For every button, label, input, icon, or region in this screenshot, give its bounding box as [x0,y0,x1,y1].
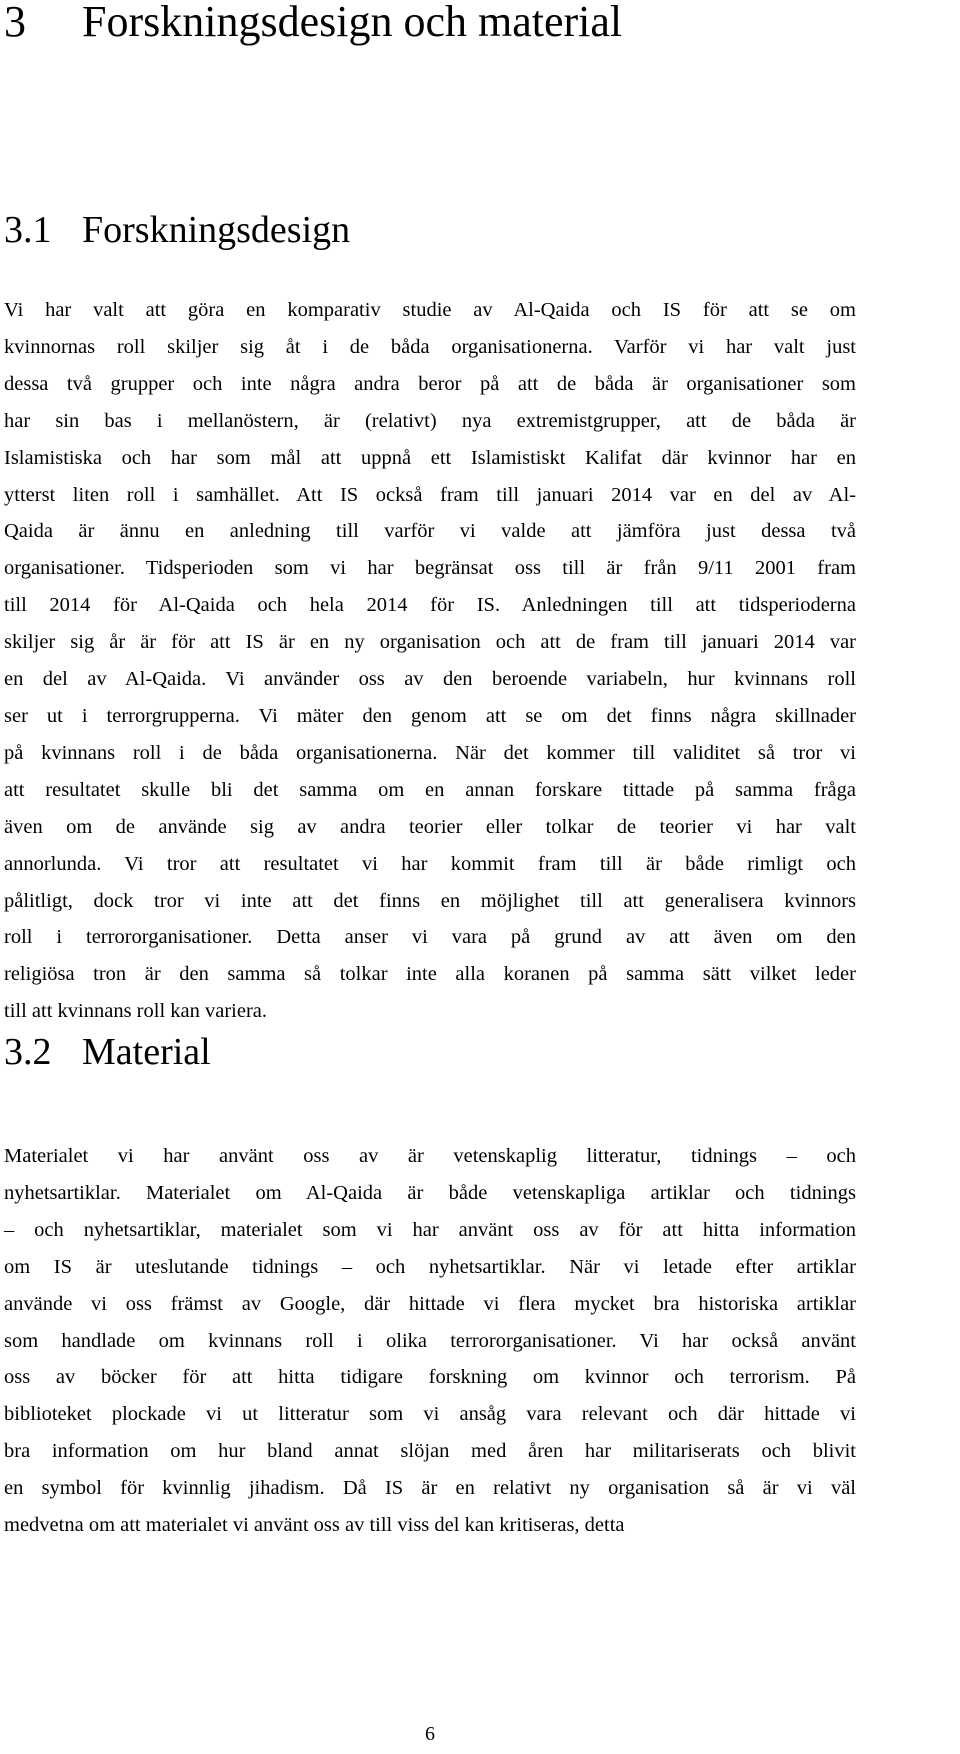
chapter-title: Forskningsdesign och material [82,0,623,46]
text-line: till 2014 för Al-Qaida och hela 2014 för IS. Anledningen till att tidsperioderna [4,594,856,617]
section-title: Material [82,1031,211,1073]
text-line: som handlade om kvinnans roll i olika terrororganisationer. Vi har också använt [4,1329,856,1352]
chapter-number: 3 [4,0,26,46]
paragraph-forskningsdesign [4,292,856,1030]
text-line: en symbol för kvinnlig jihadism. Då IS är en relativt ny organisation så är vi väl [4,1477,856,1500]
text-line: bra information om hur bland annat slöjan med åren har militariserats och blivit [4,1440,856,1463]
text-line: även om de använde sig av andra teorier eller tolkar de teorier vi har valt [4,815,856,838]
text-line: Islamistiska och har som mål att uppnå ett Islamistiskt Kalifat där kvinnor har en [4,446,856,469]
text-line: till att kvinnans roll kan variera. [4,1000,268,1023]
text-line: kvinnornas roll skiljer sig åt i de båda organisationerna. Varför vi har valt just [4,335,856,358]
text-line: ytterst liten roll i samhället. Att IS också fram till januari 2014 var en del av Al- [4,483,856,506]
text-line: Vi har valt att göra en komparativ studie av Al-Qaida och IS för att se om [4,299,856,321]
text-line: att resultatet skulle bli det samma om en annan forskare tittade på samma fråga [4,778,856,801]
text-line: roll i terrororganisationer. Detta anser vi vara på grund av att även om den [4,926,856,949]
section-heading-material [4,1026,211,1078]
text-line: nyhetsartiklar. Materialet om Al-Qaida är både vetenskapliga artiklar och tidnings [4,1181,856,1204]
paragraph-material [4,1138,856,1544]
text-line: ser ut i terrorgrupperna. Vi mäter den genom att se om det finns några skillnader [4,704,856,727]
text-line: biblioteket plockade vi ut litteratur som vi ansåg vara relevant och där hittade vi [4,1403,856,1426]
text-line: pålitligt, dock tror vi inte att det finns en möjlighet till att generalisera kvinnors [4,889,856,912]
page-number: 6 [425,1723,435,1745]
text-line: Qaida är ännu en anledning till varför vi valde att jämföra just dessa två [4,520,856,543]
section-title: Forskningsdesign [82,209,351,251]
text-line: Materialet vi har använt oss av är vetenskaplig litteratur, tidnings – och [4,1145,856,1167]
text-line: annorlunda. Vi tror att resultatet vi har kommit fram till är både rimligt och [4,852,856,875]
text-line: – och nyhetsartiklar, materialet som vi har använt oss av för att hitta information [4,1218,856,1241]
section-number: 3.2 [4,1031,52,1073]
section-heading-forskningsdesign [4,204,350,256]
text-line: en del av Al-Qaida. Vi använder oss av den beroende variabeln, hur kvinnans roll [4,668,856,691]
text-line: använde vi oss främst av Google, där hittade vi flera mycket bra historiska artiklar [4,1292,856,1315]
text-line: dessa två grupper och inte några andra beror på att de båda är organisationer som [4,372,856,395]
text-line: oss av böcker för att hitta tidigare forskning om kvinnor och terrorism. På [4,1366,856,1389]
text-line: organisationer. Tidsperioden som vi har begränsat oss till är från 9/11 2001 fram [4,557,856,580]
text-line: på kvinnans roll i de båda organisationerna. När det kommer till validitet så tror vi [4,741,856,764]
text-line: om IS är uteslutande tidnings – och nyhetsartiklar. När vi letade efter artiklar [4,1255,856,1278]
text-line: medvetna om att materialet vi använt oss av till viss del kan kritiseras, detta [4,1514,625,1537]
text-line: skiljer sig år är för att IS är en ny organisation och att de fram till januari 2014 var [4,631,856,654]
section-number: 3.1 [4,209,52,251]
chapter-heading [4,0,622,52]
text-line: religiösa tron är den samma så tolkar inte alla koranen på samma sätt vilket leder [4,963,856,986]
text-line: har sin bas i mellanöstern, är (relativt) nya extremistgrupper, att de båda är [4,409,856,432]
